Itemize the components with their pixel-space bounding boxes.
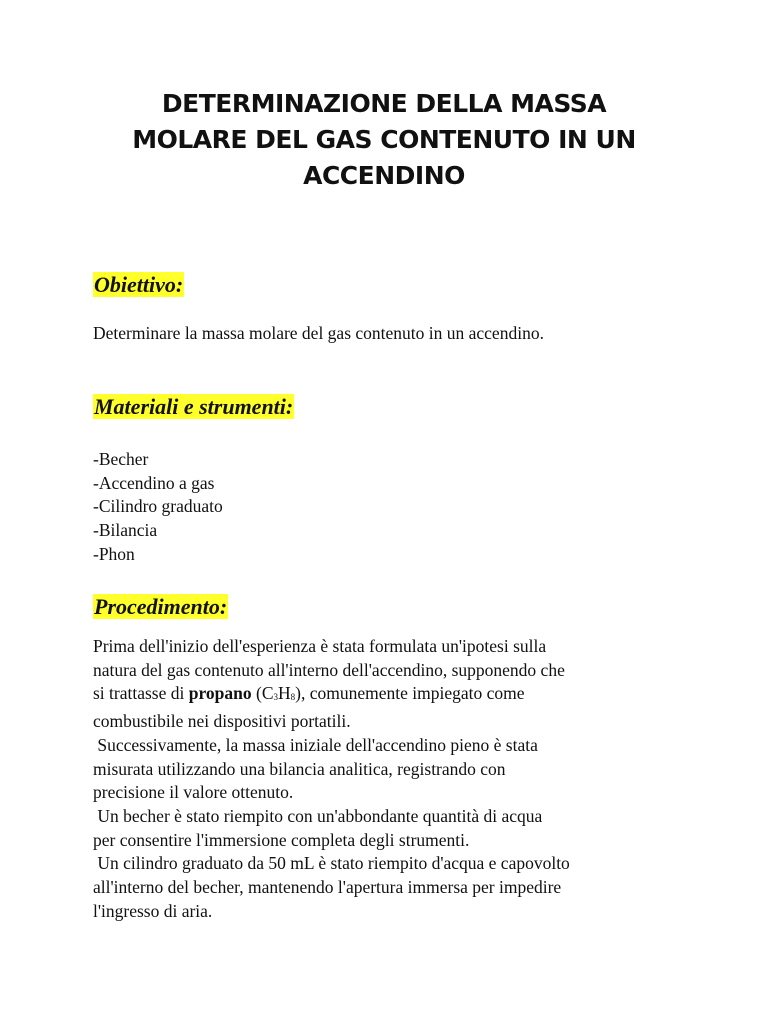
title-line-1: DETERMINAZIONE DELLA MASSA [161, 89, 607, 118]
title-line-3: ACCENDINO [303, 161, 465, 190]
procedure-line-pre: si trattasse di [93, 683, 189, 704]
list-item: -Bilancia [93, 520, 158, 541]
procedure-line: Un becher è stato riempito con un'abbondante quantità di acqua [93, 805, 543, 826]
formula-sub-3: 3 [273, 692, 279, 703]
procedure-line: combustibile nei dispositivi portatili. [93, 711, 351, 732]
list-item: -Cilindro graduato [93, 496, 223, 517]
procedure-line: natura del gas contenuto all'interno dell'accendino, supponendo che [93, 659, 565, 680]
materials-list [93, 448, 223, 567]
objective-heading-text: Obiettivo: [94, 272, 184, 297]
propano-bold: propano [188, 683, 252, 704]
formula-h: H [278, 683, 291, 704]
procedure-line-post: ), comunemente impiegato come [295, 683, 525, 704]
list-item: -Phon [93, 543, 135, 564]
procedure-line: Prima dell'inizio dell'esperienza è stata formulata un'ipotesi sulla [93, 636, 547, 656]
procedure-line: all'interno del becher, mantenendo l'apertura immersa per impedire [93, 877, 562, 898]
objective-text: Determinare la massa molare del gas contenuto in un accendino. [93, 323, 544, 343]
objective-heading [93, 272, 184, 298]
formula-sub-8: 8 [290, 692, 296, 703]
procedure-line: precisione il valore ottenuto. [93, 782, 294, 803]
procedure-line: l'ingresso di aria. [93, 900, 213, 921]
formula-open: (C [251, 683, 274, 704]
procedure-line: per consentire l'immersione completa degli strumenti. [93, 829, 470, 850]
procedure-heading [93, 594, 228, 620]
procedure-line: Un cilindro graduato da 50 mL è stato riempito d'acqua e capovolto [93, 853, 570, 874]
title-line-2: MOLARE DEL GAS CONTENUTO IN UN [132, 125, 636, 154]
procedure-text [93, 635, 693, 923]
procedure-line [93, 682, 693, 710]
list-item: -Accendino a gas [93, 472, 215, 493]
materials-heading-text: Materiali e strumenti: [94, 394, 294, 419]
procedure-line: misurata utilizzando una bilancia analitica, registrando con [93, 758, 506, 779]
document-title [60, 86, 708, 194]
procedure-line: Successivamente, la massa iniziale dell'accendino pieno è stata [93, 734, 538, 755]
materials-heading [93, 394, 294, 420]
list-item: -Becher [93, 449, 149, 469]
procedure-heading-text: Procedimento: [94, 594, 228, 619]
